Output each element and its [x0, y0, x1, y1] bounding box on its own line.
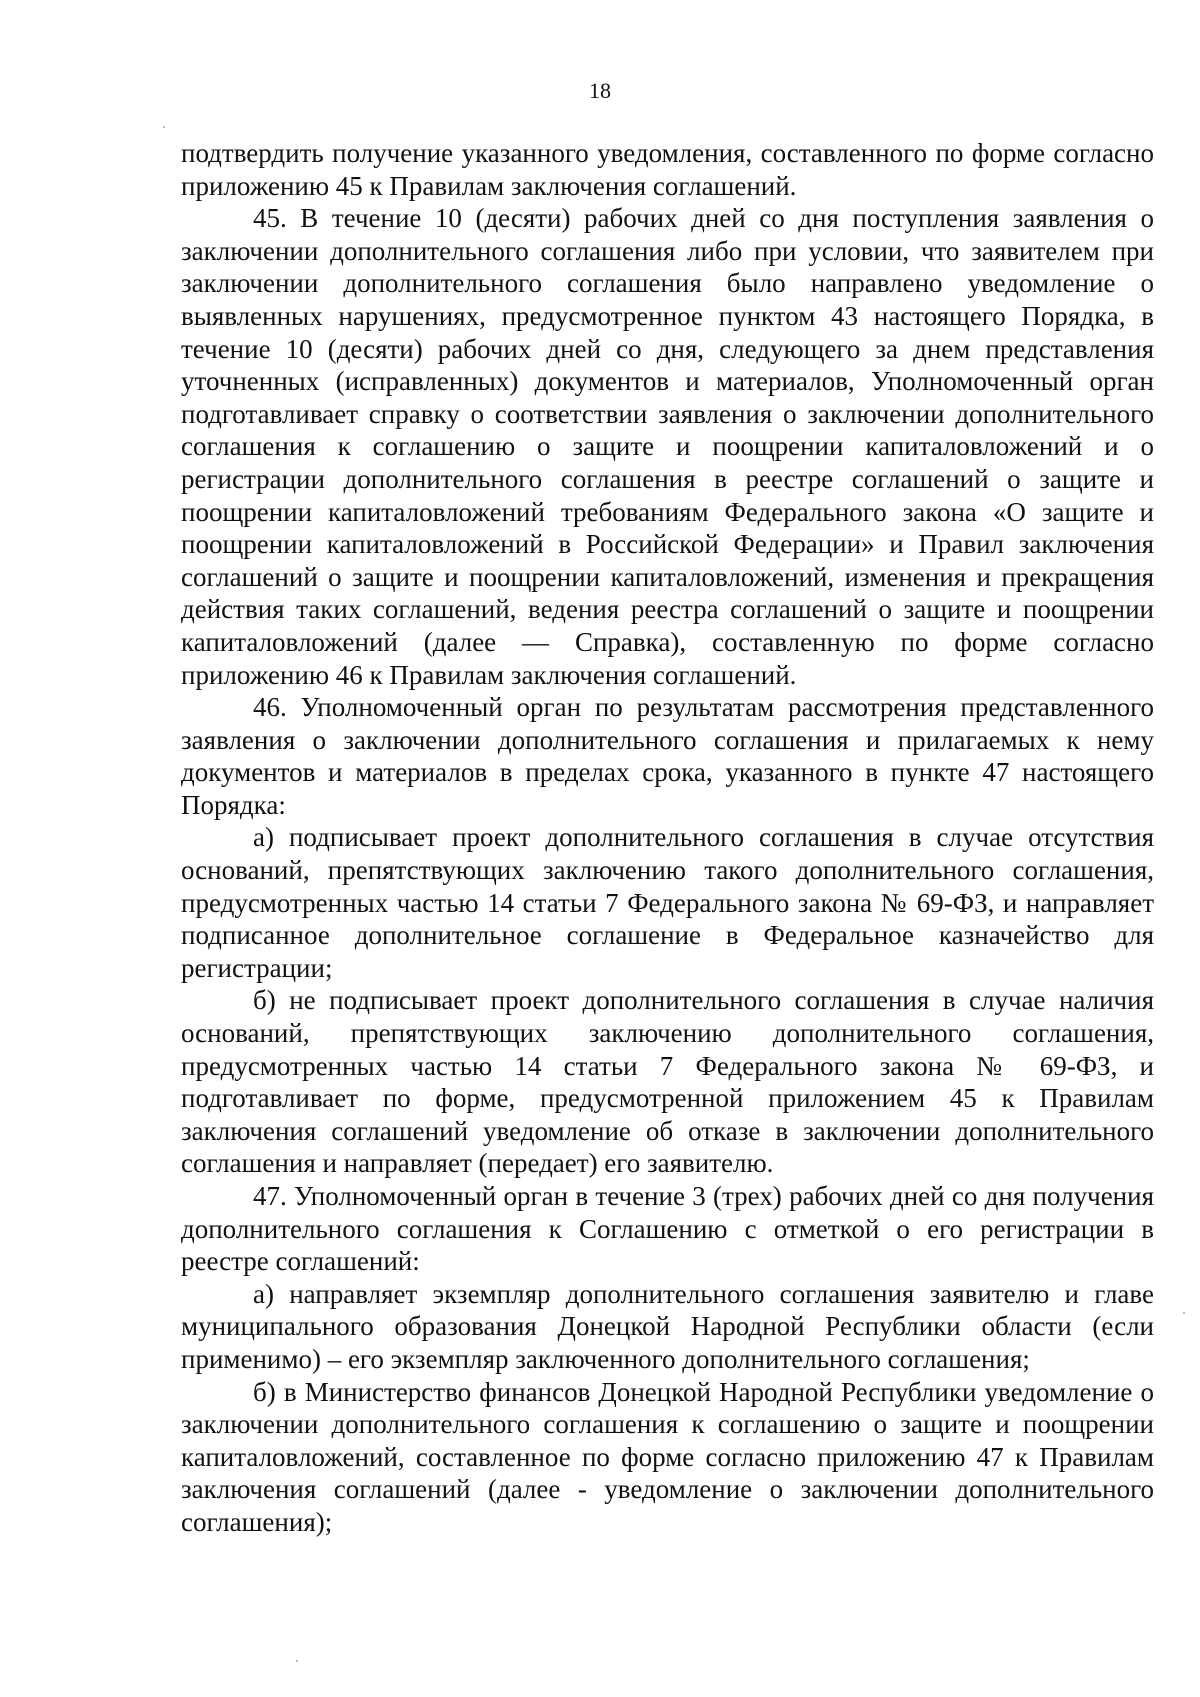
- paragraph-continuation: подтвердить получение указанного уведомления, составленного по форме согласно приложению 45 к Правилам заключения соглашений.: [181, 138, 1154, 201]
- scan-artifact-dot: [1183, 1312, 1185, 1314]
- scan-artifact-dot: [163, 126, 165, 128]
- paragraph-46-a: а) подписывает проект дополнительного соглашения в случае отсутствия оснований, препятствующих заключению такого дополнительного соглашения, предусмотренных частью 14 статьи 7 Федерального закона № 69-ФЗ, и направляет подписанное дополнительное соглашение в Федеральное казначейство для регистрации;: [181, 822, 1154, 983]
- paragraph-47: 47. Уполномоченный орган в течение 3 (трех) рабочих дней со дня получения дополнительного соглашения к Соглашению с отметкой о его регистрации в реестре соглашений:: [181, 1181, 1154, 1277]
- page-number: 18: [589, 78, 611, 103]
- paragraph-47-b: б) в Министерство финансов Донецкой Народной Республики уведомление о заключении дополнительного соглашения к соглашению о защите и поощрении капиталовложений, составленное по форме согласно приложению 47 к Правилам заключения соглашений (далее - уведомление о заключении дополнительного соглашения);: [181, 1376, 1154, 1537]
- paragraph-45: 45. В течение 10 (десяти) рабочих дней со дня поступления заявления о заключении дополнительного соглашения либо при условии, что заявителем при заключении дополнительного соглашения было направлено уведомление о выявленных нарушениях, предусмотренное пунктом 43 настоящего Порядка, в течение 10 (десяти) рабочих дней со дня, следующего за днем представления уточненных (исправленных) документов и материалов, Уполномоченный орган подготавливает справку о соответствии заявления о заключении дополнительного соглашения к соглашению о защите и поощрении капиталовложений и о регистрации дополнительного соглашения в реестре соглашений о защите и поощрении капиталовложений требованиям Федерального закона «О защите и поощрении капиталовложений в Российской Федерации» и Правил заключения соглашений о защите и поощрении капиталовложений, изменения и прекращения действия таких соглашений, ведения реестра соглашений о защите и поощрении капиталовложений (далее — Справка), составленную по форме согласно приложению 46 к Правилам заключения соглашений.: [181, 203, 1154, 690]
- document-body: [181, 137, 1154, 1539]
- paragraph-46-b: б) не подписывает проект дополнительного соглашения в случае наличия оснований, препятствующих заключению дополнительного соглашения, предусмотренных частью 14 статьи 7 Федерального закона № 69-ФЗ, и подготавливает по форме, предусмотренной приложением 45 к Правилам заключения соглашений уведомление об отказе в заключении дополнительного соглашения и направляет (передает) его заявителю.: [181, 985, 1154, 1179]
- paragraph-47-a: а) направляет экземпляр дополнительного соглашения заявителю и главе муниципального образования Донецкой Народной Республики области (если применимо) – его экземпляр заключенного дополнительного соглашения;: [181, 1278, 1154, 1374]
- paragraph-46: 46. Уполномоченный орган по результатам рассмотрения представленного заявления о заключении дополнительного соглашения и прилагаемых к нему документов и материалов в пределах срока, указанного в пункте 47 настоящего Порядка:: [181, 692, 1154, 820]
- scan-artifact-dot: [296, 1660, 298, 1662]
